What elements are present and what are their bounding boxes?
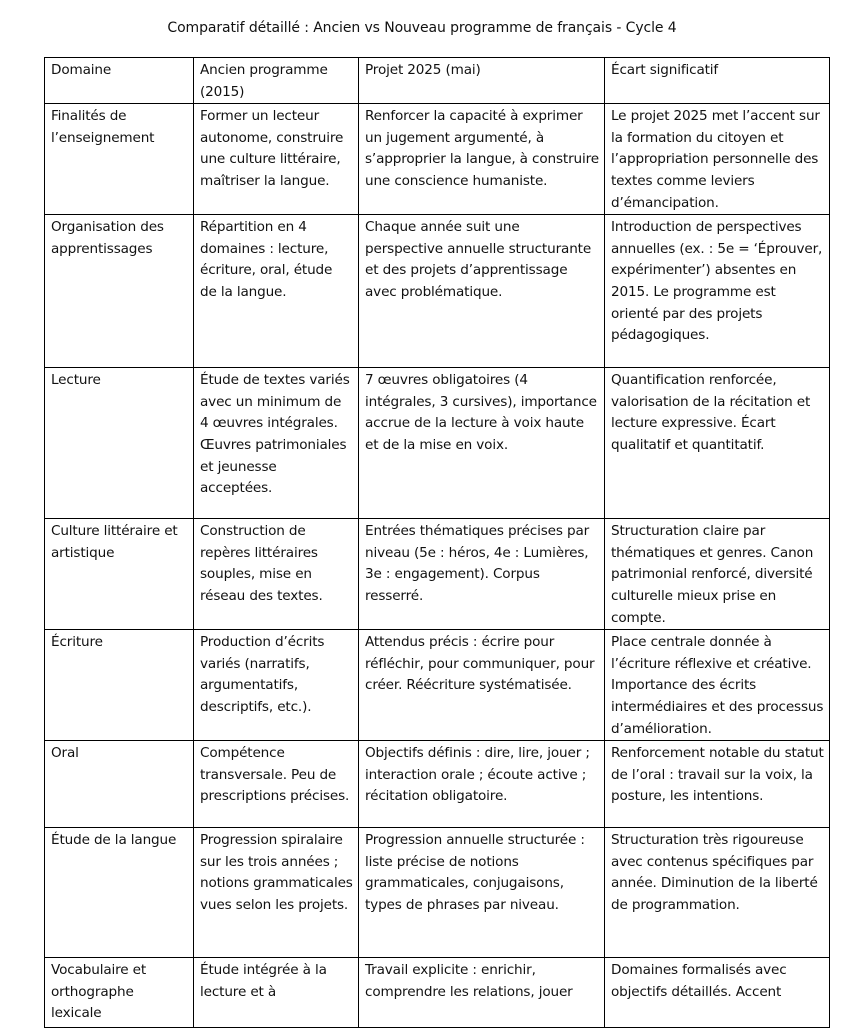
cell-ecart: Le projet 2025 met l’accent sur la formation du citoyen et l’appropriation personnelle des textes comme leviers d’émancipation.: [605, 104, 830, 215]
table-row: [45, 630, 830, 741]
cell-domaine: Culture littéraire et artistique: [45, 519, 194, 630]
cell-ecart: Renforcement notable du statut de l’oral : travail sur la voix, la posture, les intentions.: [605, 741, 830, 828]
cell-projet: Objectifs définis : dire, lire, jouer ; interaction orale ; écoute active ; récitation obligatoire.: [359, 741, 605, 828]
table-row: [45, 519, 830, 630]
cell-projet: 7 œuvres obligatoires (4 intégrales, 3 cursives), importance accrue de la lecture à voix haute et de la mise en voix.: [359, 368, 605, 519]
table-row: [45, 828, 830, 958]
page-title: Comparatif détaillé : Ancien vs Nouveau programme de français - Cycle 4: [167, 20, 677, 36]
table-row: [45, 104, 830, 215]
cell-domaine: Vocabulaire et orthographe lexicale: [45, 958, 194, 1028]
cell-domaine: Finalités de l’enseignement: [45, 104, 194, 215]
header-ecart-significatif: Écart significatif: [605, 58, 830, 104]
cell-ancien: Production d’écrits variés (narratifs, argumentatifs, descriptifs, etc.).: [194, 630, 359, 741]
table-header-row: [45, 58, 830, 104]
cell-ecart: Structuration claire par thématiques et genres. Canon patrimonial renforcé, diversité culturelle mieux prise en compte.: [605, 519, 830, 630]
cell-ancien: Former un lecteur autonome, construire une culture littéraire, maîtriser la langue.: [194, 104, 359, 215]
cell-ecart: Domaines formalisés avec objectifs détaillés. Accent: [605, 958, 830, 1028]
cell-ecart: Place centrale donnée à l’écriture réflexive et créative. Importance des écrits intermédiaires et des processus d’amélioration.: [605, 630, 830, 741]
cell-domaine: Oral: [45, 741, 194, 828]
header-domaine: Domaine: [45, 58, 194, 104]
cell-projet: Travail explicite : enrichir, comprendre les relations, jouer: [359, 958, 605, 1028]
table-row: [45, 741, 830, 828]
cell-ancien: Progression spiralaire sur les trois années ; notions grammaticales vues selon les projets.: [194, 828, 359, 958]
cell-ancien: Répartition en 4 domaines : lecture, écriture, oral, étude de la langue.: [194, 215, 359, 368]
cell-ecart: Structuration très rigoureuse avec contenus spécifiques par année. Diminution de la liberté de programmation.: [605, 828, 830, 958]
header-ancien-programme: Ancien programme (2015): [194, 58, 359, 104]
cell-domaine: Lecture: [45, 368, 194, 519]
cell-ancien: Compétence transversale. Peu de prescriptions précises.: [194, 741, 359, 828]
table-row: [45, 368, 830, 519]
cell-projet: Progression annuelle structurée : liste précise de notions grammaticales, conjugaisons, types de phrases par niveau.: [359, 828, 605, 958]
cell-ancien: Construction de repères littéraires souples, mise en réseau des textes.: [194, 519, 359, 630]
cell-domaine: Écriture: [45, 630, 194, 741]
comparison-table: [44, 57, 830, 1028]
cell-projet: Renforcer la capacité à exprimer un jugement argumenté, à s’approprier la langue, à construire une conscience humaniste.: [359, 104, 605, 215]
cell-ancien: Étude de textes variés avec un minimum de 4 œuvres intégrales. Œuvres patrimoniales et jeunesse acceptées.: [194, 368, 359, 519]
table-row: [45, 958, 830, 1028]
cell-domaine: Étude de la langue: [45, 828, 194, 958]
cell-ecart: Introduction de perspectives annuelles (ex. : 5e = ‘Éprouver, expérimenter’) absentes en 2015. Le programme est orienté par des projets pédagogiques.: [605, 215, 830, 368]
cell-projet: Attendus précis : écrire pour réfléchir, pour communiquer, pour créer. Réécriture systématisée.: [359, 630, 605, 741]
cell-projet: Chaque année suit une perspective annuelle structurante et des projets d’apprentissage avec problématique.: [359, 215, 605, 368]
cell-ecart: Quantification renforcée, valorisation de la récitation et lecture expressive. Écart qualitatif et quantitatif.: [605, 368, 830, 519]
cell-ancien: Étude intégrée à la lecture et à: [194, 958, 359, 1028]
table-row: [45, 215, 830, 368]
header-projet-2025: Projet 2025 (mai): [359, 58, 605, 104]
cell-domaine: Organisation des apprentissages: [45, 215, 194, 368]
cell-projet: Entrées thématiques précises par niveau (5e : héros, 4e : Lumières, 3e : engagement). Corpus resserré.: [359, 519, 605, 630]
